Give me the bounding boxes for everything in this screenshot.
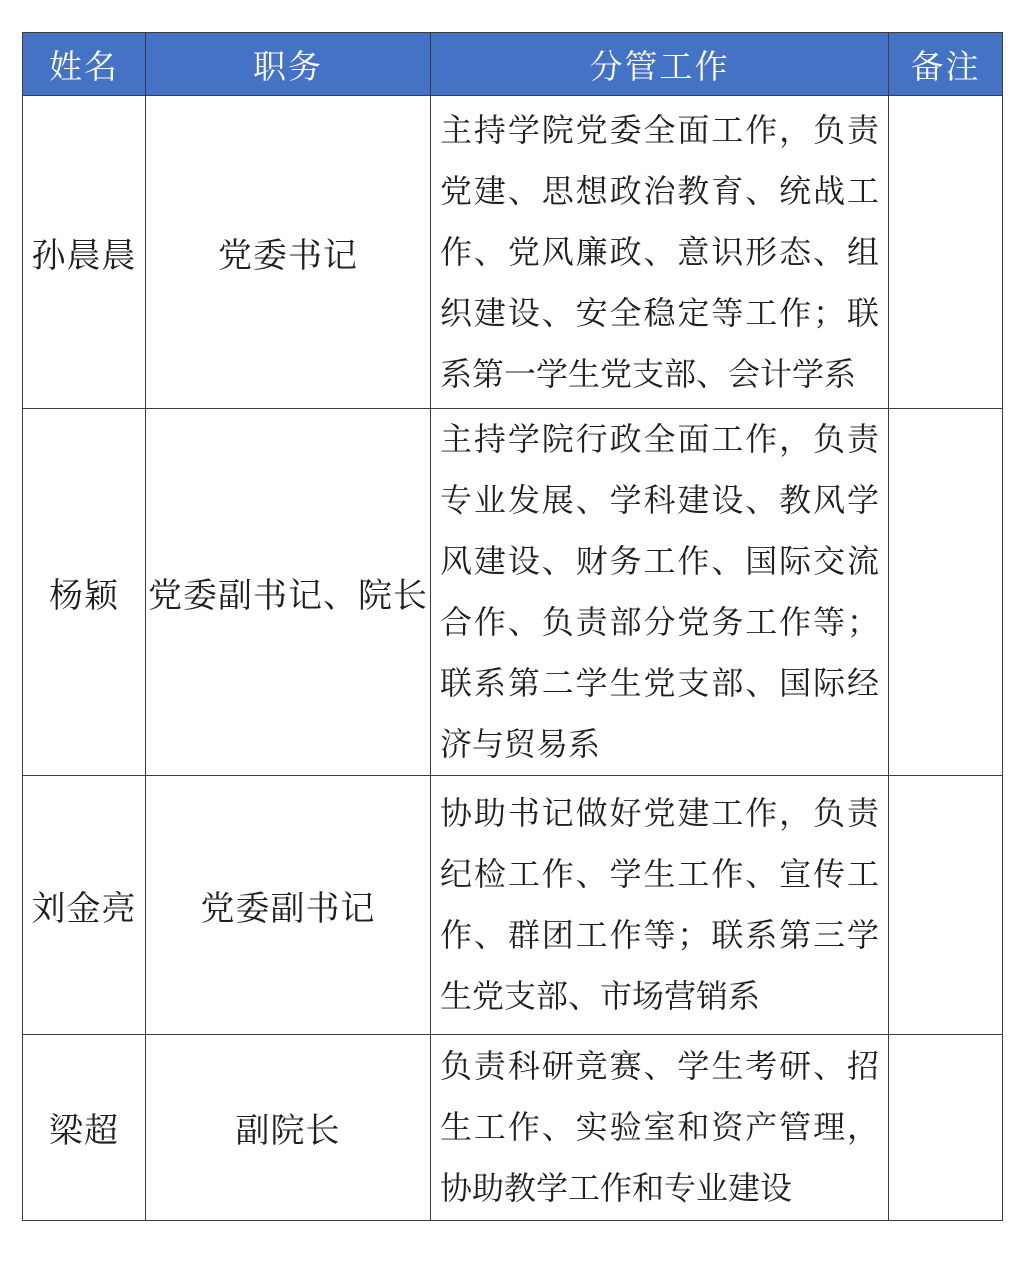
table-row xyxy=(23,776,1003,1035)
name-cell: 孙晨晨 xyxy=(23,96,146,409)
column-header-name: 姓名 xyxy=(23,33,146,96)
remark-cell xyxy=(889,96,1003,409)
column-header-duties: 分管工作 xyxy=(431,33,889,96)
table-row xyxy=(23,1035,1003,1221)
name-cell: 梁超 xyxy=(23,1035,146,1221)
name-cell: 杨颖 xyxy=(23,409,146,776)
duties-cell: 负责科研竞赛、学生考研、招生工作、实验室和资产管理，协助教学工作和专业建设 xyxy=(431,1035,889,1221)
header-row xyxy=(23,33,1003,96)
table-row xyxy=(23,409,1003,776)
duties-cell: 协助书记做好党建工作，负责纪检工作、学生工作、宣传工作、群团工作等；联系第三学生党支部、市场营销系 xyxy=(431,776,889,1035)
position-cell: 党委副书记 xyxy=(146,776,431,1035)
duties-cell: 主持学院行政全面工作，负责专业发展、学科建设、教风学风建设、财务工作、国际交流合作、负责部分党务工作等；联系第二学生党支部、国际经济与贸易系 xyxy=(431,409,889,776)
duties-cell: 主持学院党委全面工作，负责党建、思想政治教育、统战工作、党风廉政、意识形态、组织建设、安全稳定等工作；联系第一学生党支部、会计学系 xyxy=(431,96,889,409)
position-cell: 党委书记 xyxy=(146,96,431,409)
table-row xyxy=(23,96,1003,409)
column-header-position: 职务 xyxy=(146,33,431,96)
duty-roster-table xyxy=(22,32,1003,1221)
column-header-remark: 备注 xyxy=(889,33,1003,96)
position-cell: 副院长 xyxy=(146,1035,431,1221)
position-cell: 党委副书记、院长 xyxy=(146,409,431,776)
remark-cell xyxy=(889,1035,1003,1221)
remark-cell xyxy=(889,409,1003,776)
remark-cell xyxy=(889,776,1003,1035)
name-cell: 刘金亮 xyxy=(23,776,146,1035)
